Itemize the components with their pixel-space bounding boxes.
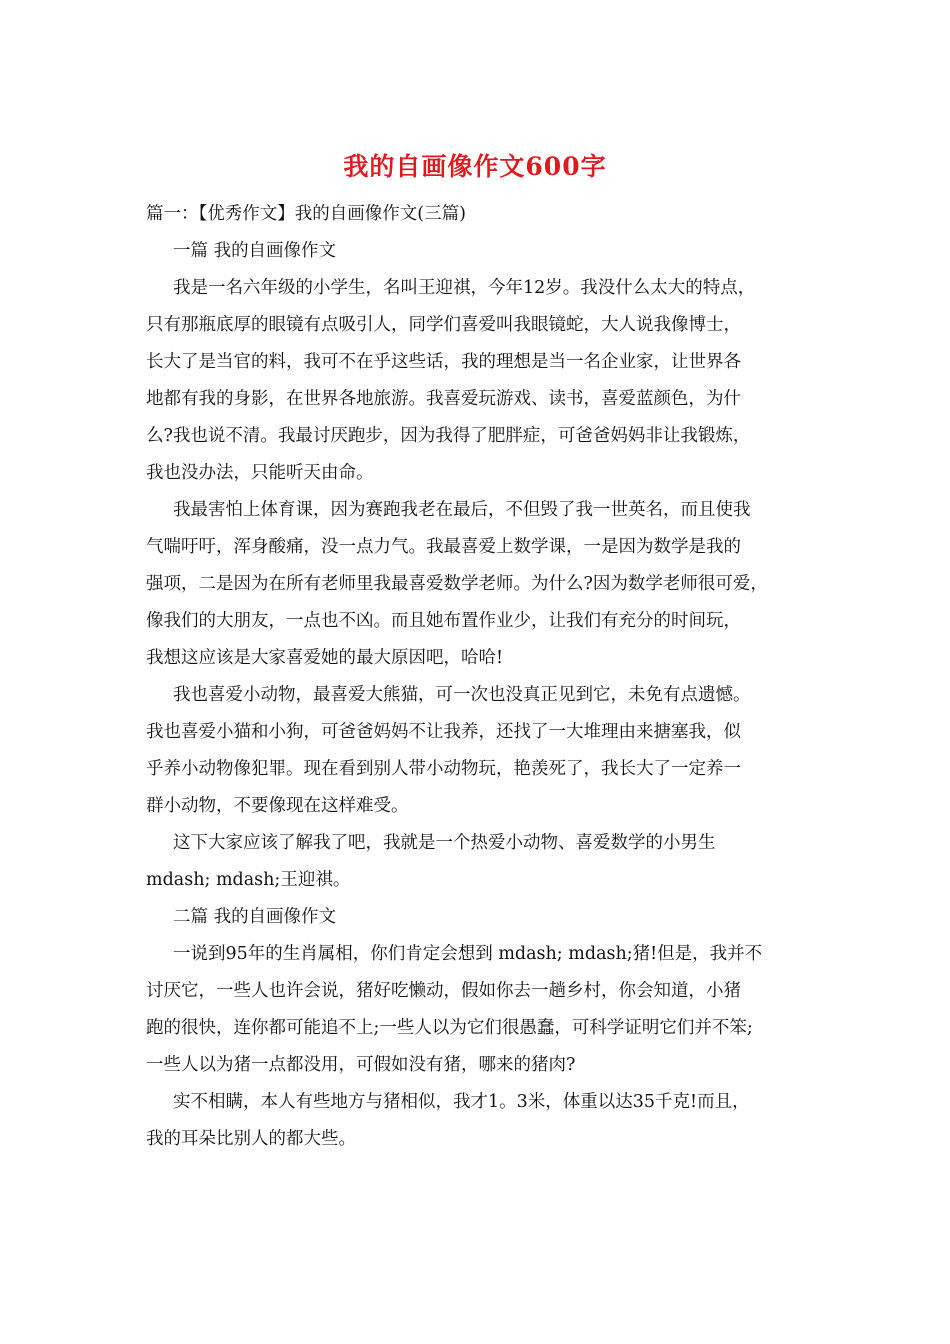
text-line: 二篇 我的自画像作文 [173,907,337,927]
text-line: 群小动物，不要像现在这样难受。 [146,796,409,816]
text-line: 一篇 我的自画像作文 [173,241,337,261]
text-line: 强项，二是因为在所有老师里我最喜爱数学老师。为什么?因为数学老师很可爱， [146,574,768,594]
text-line: 我的耳朵比别人的都大些。 [146,1129,356,1149]
document-body [146,196,816,1158]
text-line: 实不相瞒，本人有些地方与猪相似，我才1。3米，体重以达35千克!而且， [173,1092,750,1112]
text-line: 我也喜爱小动物，最喜爱大熊猫，可一次也没真正见到它，未免有点遗憾。 [173,685,751,705]
text-line: 像我们的大朋友，一点也不凶。而且她布置作业少，让我们有充分的时间玩， [146,611,741,631]
text-line: 跑的很快，连你都可能追不上;一些人以为它们很愚蠢，可科学证明它们并不笨; [146,1018,753,1038]
text-line: 我也没办法，只能听天由命。 [146,463,374,483]
text-line: 地都有我的身影，在世界各地旅游。我喜爱玩游戏、读书，喜爱蓝颜色，为什 [146,389,741,409]
text-line: 我最害怕上体育课，因为赛跑我老在最后，不但毁了我一世英名，而且使我 [173,500,751,520]
text-line: 一些人以为猪一点都没用，可假如没有猪，哪来的猪肉? [146,1055,576,1075]
text-line: 么?我也说不清。我最讨厌跑步，因为我得了肥胖症，可爸爸妈妈非让我锻炼， [146,426,751,446]
text-line: 长大了是当官的料，我可不在乎这些话，我的理想是当一名企业家，让世界各 [146,352,741,372]
text-line: 我是一名六年级的小学生，名叫王迎祺，今年12岁。我没什么太大的特点， [173,278,756,298]
text-line: 讨厌它，一些人也许会说，猪好吃懒动，假如你去一趟乡村，你会知道，小猪 [146,981,741,1001]
text-line: 我想这应该是大家喜爱她的最大原因吧，哈哈! [146,648,504,668]
text-line: 我也喜爱小猫和小狗，可爸爸妈妈不让我养，还找了一大堆理由来搪塞我，似 [146,722,741,742]
text-line: 乎养小动物像犯罪。现在看到别人带小动物玩，艳羡死了，我长大了一定养一 [146,759,741,779]
document-title: 我的自画像作文600字 [343,152,607,181]
text-line: 气喘吁吁，浑身酸痛，没一点力气。我最喜爱上数学课，一是因为数学是我的 [146,537,741,557]
paragraph-lines [146,233,816,1158]
text-line: mdash; mdash;王迎祺。 [146,870,351,890]
text-line: 一说到95年的生肖属相，你们肯定会想到 mdash; mdash;猪!但是，我并不 [173,944,763,964]
document-subtitle: 篇一：【优秀作文】我的自画像作文(三篇) [146,204,466,224]
text-line: 这下大家应该了解我了吧，我就是一个热爱小动物、喜爱数学的小男生 [173,833,716,853]
text-line: 只有那瓶底厚的眼镜有点吸引人，同学们喜爱叫我眼镜蛇，大人说我像博士， [146,315,741,335]
